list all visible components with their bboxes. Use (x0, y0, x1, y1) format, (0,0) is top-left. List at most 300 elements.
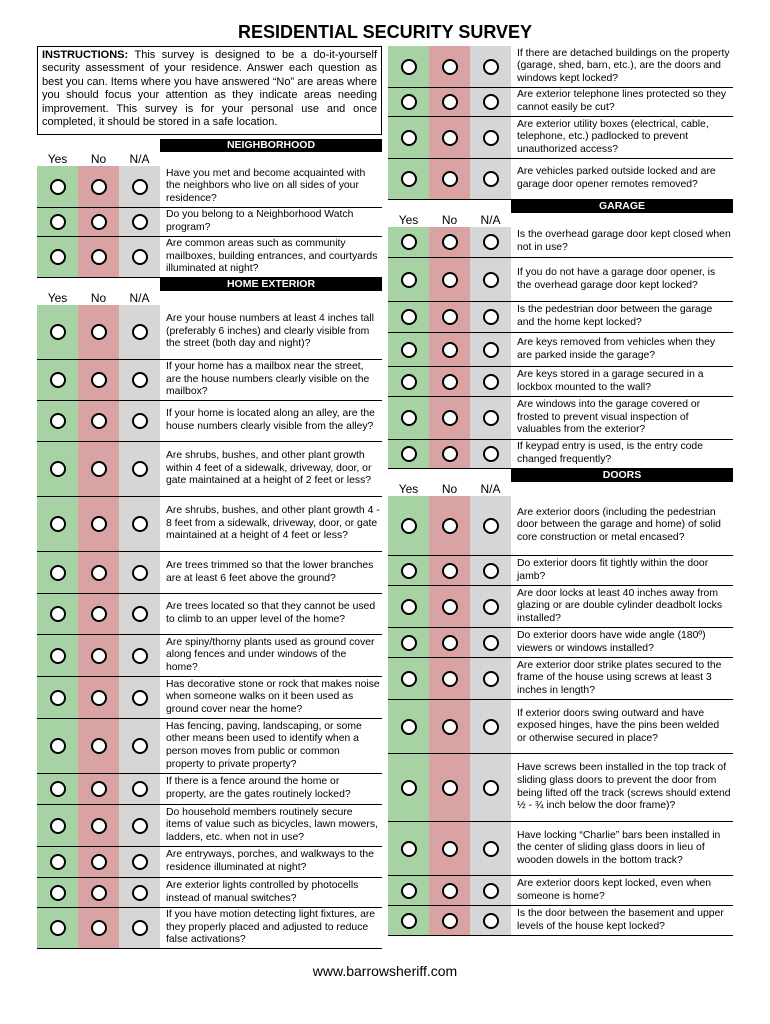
radio-na[interactable] (132, 324, 148, 340)
answer-cells (37, 442, 160, 496)
answer-cell-no (78, 360, 119, 400)
answer-cell-yes (37, 908, 78, 948)
answer-cell-na (119, 805, 160, 846)
radio-no[interactable] (442, 309, 458, 325)
answer-cells (388, 440, 511, 468)
question-text: If your home is located along an alley, are the house numbers clearly visible from the alley? (166, 408, 375, 432)
column-header-yes: Yes (47, 152, 68, 166)
radio-yes[interactable] (50, 565, 66, 581)
radio-na[interactable] (483, 342, 499, 358)
radio-no[interactable] (442, 59, 458, 75)
radio-yes[interactable] (401, 883, 417, 899)
answer-cells (388, 333, 511, 366)
radio-yes[interactable] (50, 372, 66, 388)
instructions-label: INSTRUCTIONS: (42, 49, 129, 61)
radio-yes[interactable] (50, 920, 66, 936)
radio-no[interactable] (442, 883, 458, 899)
answer-cell-yes (37, 774, 78, 804)
radio-yes[interactable] (401, 563, 417, 579)
radio-yes[interactable] (401, 599, 417, 615)
radio-no[interactable] (91, 738, 107, 754)
question-row (388, 586, 733, 628)
right-column (388, 46, 733, 936)
answer-cells (37, 774, 160, 804)
question-text: Are spiny/thorny plants used as ground cover along fences and under windows of the home? (166, 636, 375, 673)
answer-cell-na (470, 628, 511, 657)
radio-no[interactable] (442, 563, 458, 579)
question-text: Are keys removed from vehicles when they are parked inside the garage? (517, 336, 716, 361)
radio-no[interactable] (91, 249, 107, 265)
answer-column-headers (388, 213, 733, 227)
answer-cell-no (78, 908, 119, 948)
radio-na[interactable] (132, 249, 148, 265)
question-row (388, 754, 733, 822)
left-sections (37, 139, 382, 949)
answer-cell-na (470, 159, 511, 199)
radio-no[interactable] (91, 372, 107, 388)
radio-no[interactable] (91, 648, 107, 664)
answer-cell-na (119, 552, 160, 593)
radio-na[interactable] (132, 818, 148, 834)
radio-na[interactable] (483, 883, 499, 899)
question-row (388, 876, 733, 906)
radio-no[interactable] (91, 461, 107, 477)
answer-cell-yes (37, 401, 78, 441)
answer-cell-na (470, 876, 511, 905)
answer-cells (388, 302, 511, 332)
radio-yes[interactable] (50, 413, 66, 429)
answer-cell-yes (37, 305, 78, 359)
radio-yes[interactable] (50, 461, 66, 477)
answer-cells (388, 258, 511, 301)
answer-cell-no (429, 658, 470, 699)
section-header: GARAGE (511, 200, 733, 213)
answer-cells (37, 208, 160, 236)
radio-no[interactable] (442, 130, 458, 146)
column-header-no: No (441, 213, 458, 227)
answer-cell-na (470, 227, 511, 257)
radio-na[interactable] (132, 690, 148, 706)
answer-cell-no (429, 876, 470, 905)
radio-na[interactable] (483, 518, 499, 534)
radio-na[interactable] (483, 446, 499, 462)
answer-cells (37, 908, 160, 948)
radio-yes[interactable] (401, 234, 417, 250)
answer-cell-na (470, 496, 511, 555)
radio-no[interactable] (91, 781, 107, 797)
radio-yes[interactable] (50, 179, 66, 195)
radio-na[interactable] (132, 516, 148, 532)
answer-cell-yes (37, 805, 78, 846)
page-title: RESIDENTIAL SECURITY SURVEY (237, 22, 533, 42)
question-row (388, 258, 733, 302)
radio-yes[interactable] (401, 841, 417, 857)
question-row (37, 208, 382, 237)
question-row (37, 442, 382, 497)
answer-cell-yes (388, 333, 429, 366)
radio-na[interactable] (132, 885, 148, 901)
radio-yes[interactable] (401, 59, 417, 75)
radio-na[interactable] (132, 648, 148, 664)
radio-na[interactable] (483, 671, 499, 687)
radio-na[interactable] (483, 841, 499, 857)
question-row (388, 906, 733, 936)
answer-cell-yes (388, 556, 429, 585)
answer-cell-yes (37, 237, 78, 277)
answer-column-headers (37, 291, 382, 305)
answer-cell-na (470, 658, 511, 699)
answer-cells (37, 594, 160, 634)
answer-column-headers (37, 152, 382, 166)
answer-cell-no (429, 159, 470, 199)
question-text: Are exterior door strike plates secured to the frame of the house using screws at least 3 inches in length? (517, 659, 722, 696)
radio-na[interactable] (132, 565, 148, 581)
radio-yes[interactable] (401, 780, 417, 796)
radio-na[interactable] (132, 179, 148, 195)
question-row (388, 658, 733, 700)
question-text: Is the pedestrian door between the garage and the home kept locked? (517, 304, 713, 328)
question-row (37, 719, 382, 774)
answer-cell-yes (37, 360, 78, 400)
answer-cell-yes (388, 496, 429, 555)
answer-cells (37, 360, 160, 400)
question-text: Has decorative stone or rock that makes noise when someone walks on it been used as ground cover near the home? (166, 678, 380, 715)
radio-na[interactable] (132, 606, 148, 622)
answer-cell-yes (388, 117, 429, 158)
radio-yes[interactable] (401, 719, 417, 735)
answer-cell-na (470, 586, 511, 627)
question-row (37, 552, 382, 594)
radio-no[interactable] (91, 818, 107, 834)
radio-na[interactable] (483, 374, 499, 390)
answer-cell-no (429, 117, 470, 158)
question-text: Are exterior doors (including the pedestrian door between the garage and home) of solid core construction or metal encased? (517, 506, 721, 543)
answer-cell-na (470, 302, 511, 332)
answer-cell-yes (388, 822, 429, 875)
radio-yes[interactable] (401, 94, 417, 110)
question-row (37, 497, 382, 552)
answer-cells (388, 754, 511, 821)
answer-cell-no (78, 237, 119, 277)
answer-cell-yes (37, 594, 78, 634)
answer-cells (388, 822, 511, 875)
question-text: Are shrubs, bushes, and other plant growth 4 - 8 feet from a sidewalk, driveway, door, or gate maintained at a height of 4 feet or less? (166, 505, 380, 542)
question-text: Are windows into the garage covered or frosted to prevent visual inspection of valuables from the exterior? (517, 399, 701, 436)
radio-yes[interactable] (50, 214, 66, 230)
answer-cell-no (429, 822, 470, 875)
question-row (388, 333, 733, 367)
answer-cells (388, 556, 511, 585)
radio-na[interactable] (483, 234, 499, 250)
answer-cell-no (429, 88, 470, 116)
radio-yes[interactable] (50, 690, 66, 706)
column-header-no: No (90, 291, 107, 305)
answer-cell-no (429, 333, 470, 366)
radio-na[interactable] (483, 635, 499, 651)
answer-cell-yes (388, 658, 429, 699)
radio-yes[interactable] (50, 885, 66, 901)
answer-cell-yes (388, 906, 429, 935)
radio-no[interactable] (442, 518, 458, 534)
radio-no[interactable] (442, 272, 458, 288)
question-row (37, 594, 382, 635)
answer-cells (388, 496, 511, 555)
radio-no[interactable] (442, 635, 458, 651)
question-row (388, 227, 733, 258)
radio-yes[interactable] (50, 648, 66, 664)
radio-na[interactable] (132, 854, 148, 870)
answer-cell-no (429, 367, 470, 396)
answer-cell-no (78, 208, 119, 236)
answer-cells (37, 878, 160, 907)
radio-yes[interactable] (401, 410, 417, 426)
radio-yes[interactable] (401, 130, 417, 146)
answer-cell-no (78, 552, 119, 593)
column-header-yes: Yes (398, 213, 419, 227)
answer-cells (388, 117, 511, 158)
radio-yes[interactable] (50, 324, 66, 340)
answer-cell-yes (388, 46, 429, 87)
answer-cell-no (429, 496, 470, 555)
answer-cell-yes (388, 88, 429, 116)
column-header-na: N/A (480, 213, 501, 227)
radio-no[interactable] (91, 606, 107, 622)
question-row (37, 401, 382, 442)
question-text: Are your house numbers at least 4 inches tall (preferably 6 inches) and clearly visible from the street (both day and night)? (166, 313, 374, 350)
radio-na[interactable] (483, 719, 499, 735)
question-text: If there is a fence around the home or property, are the gates routinely locked? (166, 776, 351, 800)
radio-yes[interactable] (50, 818, 66, 834)
radio-na[interactable] (483, 94, 499, 110)
radio-na[interactable] (483, 599, 499, 615)
answer-cell-na (119, 719, 160, 773)
radio-yes[interactable] (50, 738, 66, 754)
answer-cell-no (78, 878, 119, 907)
radio-yes[interactable] (50, 606, 66, 622)
radio-no[interactable] (442, 599, 458, 615)
question-text: Do household members routinely secure items of value such as bicycles, lawn mowers, ladders, etc. when not in use? (166, 806, 378, 843)
answer-cells (388, 46, 511, 87)
radio-no[interactable] (91, 885, 107, 901)
answer-cell-yes (388, 586, 429, 627)
radio-na[interactable] (483, 272, 499, 288)
answer-cell-yes (388, 227, 429, 257)
answer-cell-no (78, 166, 119, 207)
answer-cell-yes (37, 552, 78, 593)
radio-no[interactable] (91, 516, 107, 532)
answer-cells (388, 88, 511, 116)
question-text: Have you met and become acquainted with the neighbors who live on all sides of your residence? (166, 167, 366, 204)
answer-cell-na (470, 46, 511, 87)
radio-no[interactable] (442, 780, 458, 796)
question-text: Are vehicles parked outside locked and are garage door opener remotes removed? (517, 166, 716, 190)
section-header: DOORS (511, 469, 733, 482)
answer-cell-no (429, 700, 470, 753)
question-text: Are keys stored in a garage secured in a lockbox mounted to the wall? (517, 368, 704, 393)
radio-na[interactable] (483, 130, 499, 146)
question-row (388, 117, 733, 159)
right-sections (388, 46, 733, 936)
answer-cell-yes (388, 159, 429, 199)
answer-cells (37, 635, 160, 676)
radio-no[interactable] (442, 446, 458, 462)
radio-na[interactable] (132, 738, 148, 754)
answer-cells (37, 847, 160, 877)
radio-no[interactable] (442, 171, 458, 187)
radio-no[interactable] (91, 690, 107, 706)
answer-cell-no (429, 397, 470, 439)
radio-yes[interactable] (50, 249, 66, 265)
question-text: Do exterior doors have wide angle (180º) viewers or windows installed? (517, 629, 706, 654)
radio-na[interactable] (132, 461, 148, 477)
radio-na[interactable] (132, 920, 148, 936)
answer-cell-yes (37, 635, 78, 676)
question-row (37, 805, 382, 847)
radio-na[interactable] (132, 214, 148, 230)
column-header-na: N/A (129, 291, 150, 305)
radio-no[interactable] (442, 342, 458, 358)
radio-yes[interactable] (401, 374, 417, 390)
question-row (37, 677, 382, 719)
radio-no[interactable] (91, 324, 107, 340)
radio-no[interactable] (91, 214, 107, 230)
answer-cell-na (119, 237, 160, 277)
radio-no[interactable] (442, 410, 458, 426)
question-row (388, 700, 733, 754)
footer-url: www.barrowsheriff.com (312, 963, 458, 979)
question-row (37, 166, 382, 208)
answer-cell-yes (37, 497, 78, 551)
answer-cell-no (429, 258, 470, 301)
answer-cells (388, 906, 511, 935)
question-text: Is the door between the basement and upper levels of the house kept locked? (517, 907, 724, 932)
question-row (388, 46, 733, 88)
answer-cell-yes (37, 166, 78, 207)
question-text: Are exterior telephone lines protected so they cannot easily be cut? (517, 89, 727, 113)
radio-no[interactable] (442, 374, 458, 390)
answer-cell-no (429, 906, 470, 935)
radio-yes[interactable] (401, 171, 417, 187)
question-row (37, 847, 382, 878)
question-row (388, 628, 733, 658)
question-text: Do you belong to a Neighborhood Watch program? (166, 209, 354, 233)
radio-na[interactable] (483, 410, 499, 426)
question-text: If keypad entry is used, is the entry code changed frequently? (517, 441, 703, 465)
column-header-na: N/A (480, 482, 501, 496)
answer-cell-na (119, 401, 160, 441)
question-text: Do exterior doors fit tightly within the door jamb? (517, 557, 709, 582)
radio-no[interactable] (442, 94, 458, 110)
radio-na[interactable] (483, 780, 499, 796)
question-row (388, 397, 733, 440)
answer-cell-na (470, 906, 511, 935)
radio-no[interactable] (442, 841, 458, 857)
radio-yes[interactable] (401, 309, 417, 325)
question-text: Are exterior utility boxes (electrical, cable, telephone, etc.) padlocked to prevent unauthorized access? (517, 118, 709, 155)
radio-na[interactable] (132, 413, 148, 429)
radio-no[interactable] (442, 719, 458, 735)
radio-no[interactable] (91, 413, 107, 429)
answer-cell-no (78, 305, 119, 359)
radio-na[interactable] (483, 309, 499, 325)
radio-no[interactable] (442, 913, 458, 929)
question-row (37, 908, 382, 949)
radio-no[interactable] (91, 854, 107, 870)
answer-cell-no (78, 719, 119, 773)
radio-yes[interactable] (401, 446, 417, 462)
answer-cell-no (78, 635, 119, 676)
column-header-no: No (441, 482, 458, 496)
answer-cells (37, 552, 160, 593)
question-text: If your home has a mailbox near the street, are the house numbers clearly visible on the mailbox? (166, 361, 370, 398)
answer-cell-no (78, 847, 119, 877)
answer-column-headers (388, 482, 733, 496)
question-row (388, 88, 733, 117)
question-text: Has fencing, paving, landscaping, or some other means been used to identify when a person moves from public or common property to private property? (166, 720, 362, 770)
radio-na[interactable] (483, 913, 499, 929)
radio-yes[interactable] (50, 854, 66, 870)
section-header: NEIGHBORHOOD (160, 139, 382, 152)
question-row (37, 635, 382, 677)
left-column (37, 46, 382, 949)
answer-cell-yes (388, 754, 429, 821)
radio-no[interactable] (91, 565, 107, 581)
answer-cells (37, 237, 160, 277)
radio-yes[interactable] (401, 635, 417, 651)
answer-cell-no (429, 46, 470, 87)
instructions-text: This survey is designed to be a do-it-yourself security assessment of your residence. Answer each question as best you can. Items where you have answered “No” are areas where you should focus your attention as they indicate areas needing improvement. This survey is for your personal use and once completed, it should be stored in a safe location. (42, 49, 377, 129)
answer-cell-yes (388, 628, 429, 657)
radio-no[interactable] (91, 179, 107, 195)
radio-no[interactable] (91, 920, 107, 936)
answer-cell-yes (388, 397, 429, 439)
radio-yes[interactable] (50, 516, 66, 532)
column-header-no: No (90, 152, 107, 166)
radio-na[interactable] (483, 563, 499, 579)
answer-cell-na (119, 677, 160, 718)
answer-cell-na (119, 305, 160, 359)
instructions-box (37, 46, 382, 135)
radio-na[interactable] (132, 781, 148, 797)
radio-yes[interactable] (401, 342, 417, 358)
answer-cell-na (470, 822, 511, 875)
answer-cells (388, 397, 511, 439)
radio-yes[interactable] (401, 272, 417, 288)
answer-cell-yes (388, 367, 429, 396)
question-row (388, 367, 733, 397)
question-row (37, 360, 382, 401)
answer-cells (37, 805, 160, 846)
question-text: Are exterior lights controlled by photocells instead of manual switches? (166, 879, 359, 904)
radio-yes[interactable] (50, 781, 66, 797)
column-header-na: N/A (129, 152, 150, 166)
radio-na[interactable] (483, 171, 499, 187)
radio-yes[interactable] (401, 913, 417, 929)
question-text: Is the overhead garage door kept closed when not in use? (517, 229, 731, 253)
radio-na[interactable] (132, 372, 148, 388)
question-row (37, 237, 382, 278)
question-row (388, 496, 733, 556)
answer-cells (388, 159, 511, 199)
radio-no[interactable] (442, 234, 458, 250)
answer-cell-no (78, 774, 119, 804)
radio-na[interactable] (483, 59, 499, 75)
column-header-yes: Yes (398, 482, 419, 496)
radio-no[interactable] (442, 671, 458, 687)
radio-yes[interactable] (401, 518, 417, 534)
question-text: Have locking “Charlie” bars been installed in the center of sliding glass doors in lieu of wooden dowels in the bottom track? (517, 829, 721, 866)
radio-yes[interactable] (401, 671, 417, 687)
